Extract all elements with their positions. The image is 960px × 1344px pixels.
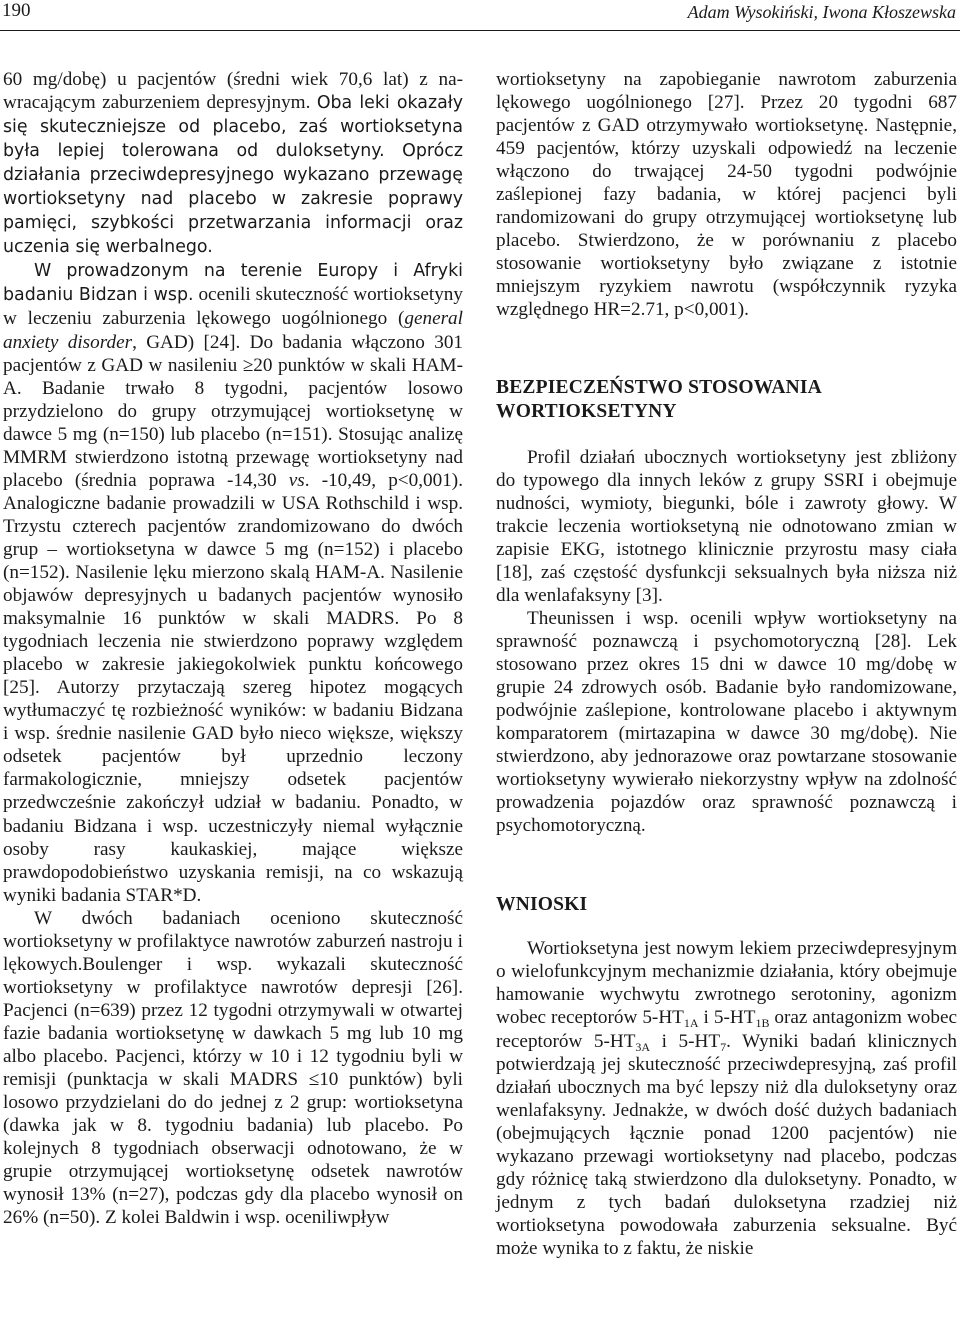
running-head-authors: Adam Wysokiński, Iwona Kłoszewska (687, 2, 956, 22)
page-number: 190 (2, 0, 31, 21)
spacer (496, 837, 957, 893)
text-segment: W prowadzonym na terenie Europy i Afryki badaniu Bidzan i wsp. (3, 261, 463, 306)
text-segment: i 5-HT (650, 1030, 721, 1052)
text-segment: oraz antagonizm wobec receptorów 5-HT (496, 1007, 957, 1052)
left-column (3, 68, 463, 1229)
paragraph-relapse-prevention: W dwóch badaniach oceniono skuteczność wortioksetyny w profilaktyce nawrotów zaburzeń nastroju i lękowych.Boulenger i wsp. wykazali skuteczność wortioksetyny w profilaktyce nawrotów depresji [26]. Pacjenci (n=639) przez 12 tygodni otrzymywali w otwartej fazie badania wortioksetynę w dawkach 5 mg lub 10 mg albo placebo. Pacjenci, którzy w 10 i 12 tygodniu byli w remisji (punktacja w skali MADRS ≤10 punktów) byli losowo przydzielani do do jednej z 2 grup: wortioksetyna (dawka jak w 8. tygodniu badania) lub placebo. Po kolejnych 8 tygodniach obserwacji odnotowano, że w grupie otrzymującej wortioksetynę odsetek nawrotów wynosił 13% (n=27), podczas gdy dla placebo wynosił on 26% (n=50). Z kolei Baldwin i wsp. oceniliwpływ (3, 907, 463, 1229)
text-segment: Oba leki okazały się skuteczniejsze od placebo, zaś wortioksetyna była lepiej tolerowana od duloksetyny. (3, 93, 463, 162)
page-header (0, 0, 960, 31)
text-segment: ocenili skuteczność wortioksetyny w leczeniu zaburzenia lękowego uogólnionego ( (3, 284, 463, 330)
text-segment: 60 mg/dobę) u pacjentów (średni wiek 70,6 lat) z nawracającym zaburzeniem depresyjnym. (3, 69, 463, 114)
paragraph-continued: wortioksetyny na zapobieganie nawrotom zaburzenia lękowego uogólnionego [27]. Przez 20 tygodni 687 pacjentów z GAD otrzymywało wortioksetynę. Następnie, 459 pacjentów, którzy uzyskali odpowiedź na leczenie włączono do trwającej 24-50 tygodni podwójnie zaślepionej fazy badania, w której pacjenci byli randomizowani do grupy otrzymującej wortioksetynę lub placebo. Stwierdzono, że w porównaniu z placebo stosowanie wortioksetyny było związane z istotnie mniejszym ryzykiem nawrotu (współczynnik ryzyka względnego HR=2.71, p<0,001). (496, 69, 957, 321)
italic-term: general anxiety disorder (3, 308, 463, 353)
text-segment: i 5-HT (698, 1007, 756, 1029)
text-segment: Wortioksetyna jest nowym lekiem przeciwdepresyjnym o wielofunkcyjnym mechanizmie działania, który obejmuje hamowanie wychwytu zwrotnego serotoniny, agonizm wobec receptorów 5-HT (496, 938, 957, 1029)
subscript: 1A (683, 1016, 699, 1031)
paragraph-continued (3, 68, 463, 259)
paragraph-conclusions (496, 937, 957, 1260)
spacer (496, 917, 957, 937)
italic-vs: vs (288, 469, 305, 491)
subscript: 7 (720, 1039, 727, 1054)
paragraph-cognitive-study: Theunissen i wsp. ocenili wpływ wortioksetyny na sprawność poznawczą i psychomotoryczną [28]. Lek stosowano przez okres 15 dni w dawce 10 mg/dobę w grupie 24 zdrowych osób. Badanie było randomizowane, podwójnie zaślepione, kontrolowane placebo i aktywnym komparatorem (mirtazapina w dawce 30 mg/dobę). Nie stwierdzono, aby jednorazowe oraz powtarzane stosowanie wortioksetyny wywierało niekorzystny wpływ na zdolność prowadzenia pojazdów oraz sprawność poznawczą i psychomotoryczną. (496, 607, 957, 837)
text-segment: , GAD) [24]. Do badania włączono 301 pacjentów z GAD w nasileniu ≥20 punktów w skali HAM-A. Badanie trwało 8 tygodni, pacjentów losowo przydzielono do grupy otrzymującej wortioksetynę w dawce 5 mg (n=150) lub placebo (n=151). Stosując analizę MMRM stwierdzono istotną przewagę wortioksetyny nad placebo (średnia poprawa -14,30 (3, 331, 464, 491)
text-segment: . Wyniki badań klinicznych potwierdzają jej skuteczność przeciwdepresyjną, zaś profil działań ubocznych ma być lepszy niż dla duloksetyny oraz wenlafaksyny. Jednakże, w dwóch dość dużych badaniach (obejmujących łącznie ponad 1200 pacjentów) nie wykazano przewagi wortioksetyny nad placebo, podczas gdy różnicę taką stwierdzono dla duloksetyny. Ponadto, w jednym z tych badań duloksetyna rzadziej niż wortioksetyna powodowała zaburzenia seksualne. Być może wynika to z faktu, że niskie (496, 1030, 957, 1259)
text-segment: . -10,49, p<0,001). Analogiczne badanie prowadzili w USA Rothschild i wsp. Trzystu czterech pacjentów zrandomizowano do dwóch grup – wortioksetyna w dawce 5 mg (n=152) i placebo (n=152). Nasilenie lęku mierzono skalą HAM-A. Nasilenie objawów depresyjnych u badanych pacjentów wynosiło maksymalnie 16 punktów w skali MADRS. Po 8 tygodniach leczenia nie stwierdzono poprawy względem placebo w zakresie jakiegokolwiek punktu końcowego [25]. Autorzy przytaczają szereg hipotez mogących wytłumaczyć tę rozbieżność wyników: w badaniu Bidzana i wsp. średnie nasilenie GAD było nieco większe, większy odsetek pacjentów był uprzednio leczony farmakologicznie, mniejszy odsetek pacjentów przedwcześnie zakończył udział w badaniu. Ponadto, w badaniu Bidzana i wsp. uczestniczyły niemal wyłącznie osoby rasy kaukaskiej, mające większe prawdopodobieństwo uzyskania remisji, na co wskazują wyniki badania STAR*D. (3, 469, 463, 906)
right-column (496, 68, 957, 1260)
spacer (496, 424, 957, 446)
paragraph-side-effects: Profil działań ubocznych wortioksetyny jest zbliżony do typowego dla innych leków z grupy SSRI i obejmuje nudności, wymioty, biegunki, bóle i zawroty głowy. W trakcie leczenia wortioksetyną nie odnotowano zmian w zapisie EKG, istotnego klinicznie przyrostu masy ciała [18], zaś częstość dysfunkcji seksualnych była niższa niż dla wenlafaksyny [3]. (496, 446, 957, 606)
paragraph-gad-studies (3, 259, 463, 906)
subscript: 3A (635, 1039, 651, 1054)
subscript: 1B (755, 1016, 770, 1031)
section-title-safety: BEZPIECZEŃSTWO STOSOWANIA WORTIOKSETYNY (496, 376, 821, 422)
text-segment: Oprócz działania przeciwdepresyjnego wykazano przewagę wortioksetyny nad placebo w zakresie poprawy pamięci, szybkości przetwarzania informacji oraz uczenia się werbalnego. (3, 141, 463, 258)
section-title-conclusions: WNIOSKI (496, 894, 588, 916)
spacer (496, 322, 957, 376)
